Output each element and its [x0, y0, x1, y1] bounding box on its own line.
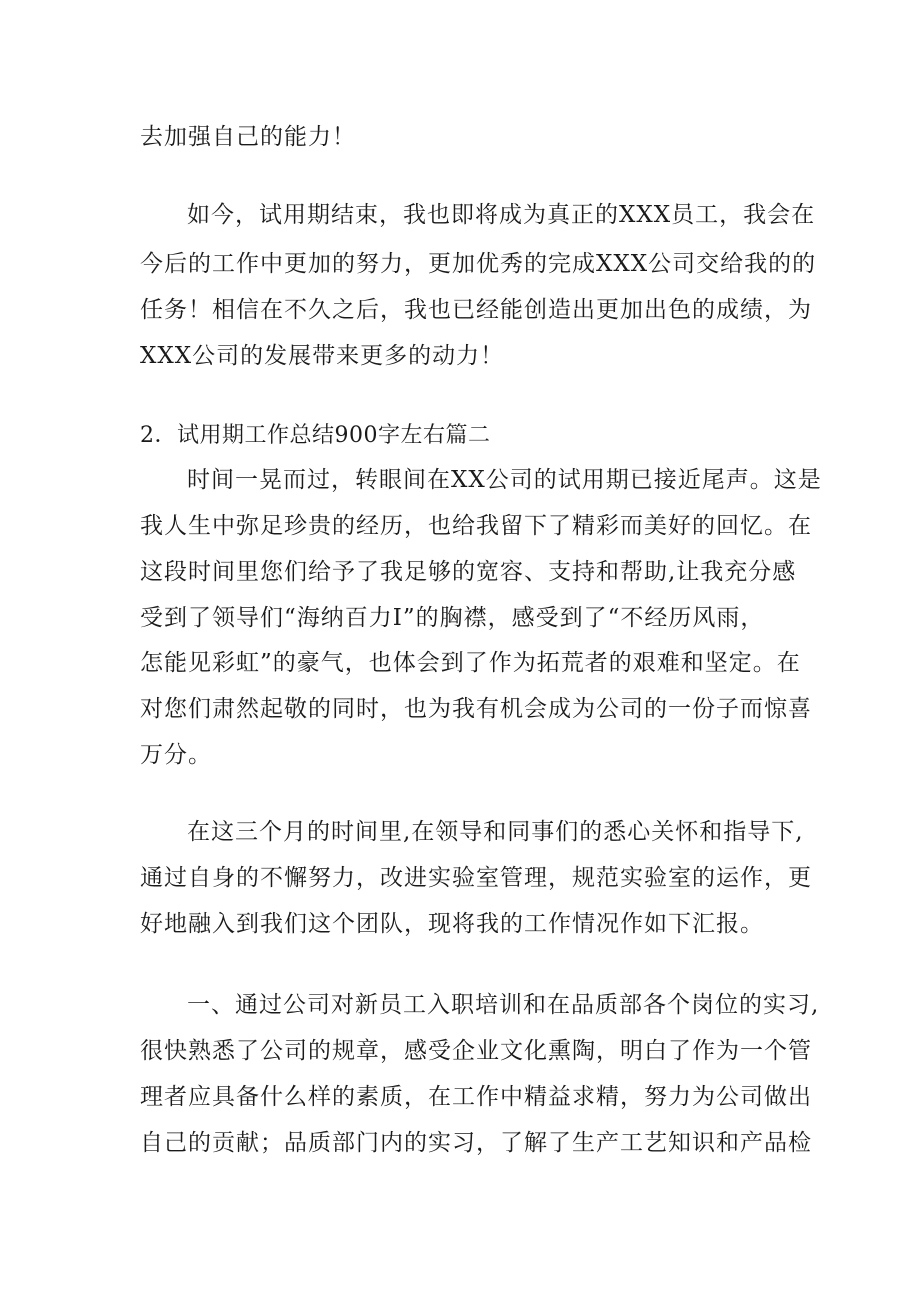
paragraph-line: 怎能见彩虹”的豪气，也体会到了作为拓荒者的艰难和坚定。在: [140, 650, 801, 676]
paragraph-line: 我人生中弥足珍贵的经历，也给我留下了精彩而美好的回忆。在: [140, 513, 812, 539]
paragraph-line: 通过自身的不懈努力，改进实验室管理，规范实验室的运作，更: [140, 865, 812, 891]
paragraph-line: 在这三个月的时间里,在领导和同事们的悉心关怀和指导下,: [187, 819, 804, 845]
paragraph-line: 任务！相信在不久之后，我也已经能创造出更加出色的成绩，为: [140, 297, 812, 323]
paragraph-line: 如今，试用期结束，我也即将成为真正的XXX员工，我会在: [187, 202, 816, 228]
paragraph-line: 受到了领导们“海纳百力I”的胸襟，感受到了“不经历风雨，: [140, 605, 765, 631]
paragraph-line: XXX公司的发展带来更多的动力！: [140, 343, 505, 369]
paragraph-line: 很快熟悉了公司的规章，感受企业文化熏陶，明白了作为一个管: [140, 1038, 812, 1064]
section-heading: 2．试用期工作总结900字左右篇二: [140, 423, 491, 448]
paragraph-line: 时间一晃而过，转眼间在XX公司的试用期已接近尾声。这是: [187, 467, 822, 493]
paragraph-line: 好地融入到我们这个团队，现将我的工作情况作如下汇报。: [140, 911, 764, 937]
paragraph-line: 今后的工作中更加的努力，更加优秀的完成XXX公司交给我的的: [140, 251, 817, 277]
paragraph-line: 理者应具备什么样的素质，在工作中精益求精，努力为公司做出: [140, 1084, 812, 1110]
paragraph-line: 对您们肃然起敬的同时，也为我有机会成为公司的一份子而惊喜: [140, 696, 812, 722]
paragraph-line: 自己的贡献；品质部门内的实习，了解了生产工艺知识和产品检: [140, 1130, 812, 1156]
paragraph-line: 万分。: [140, 742, 212, 768]
paragraph-line: 一、通过公司对新员工入职培训和在品质部各个岗位的实习,: [187, 992, 820, 1018]
paragraph-line: 去加强自己的能力！: [140, 124, 356, 150]
paragraph-line: 这段时间里您们给予了我足够的宽容、支持和帮助,让我充分感: [140, 559, 797, 585]
